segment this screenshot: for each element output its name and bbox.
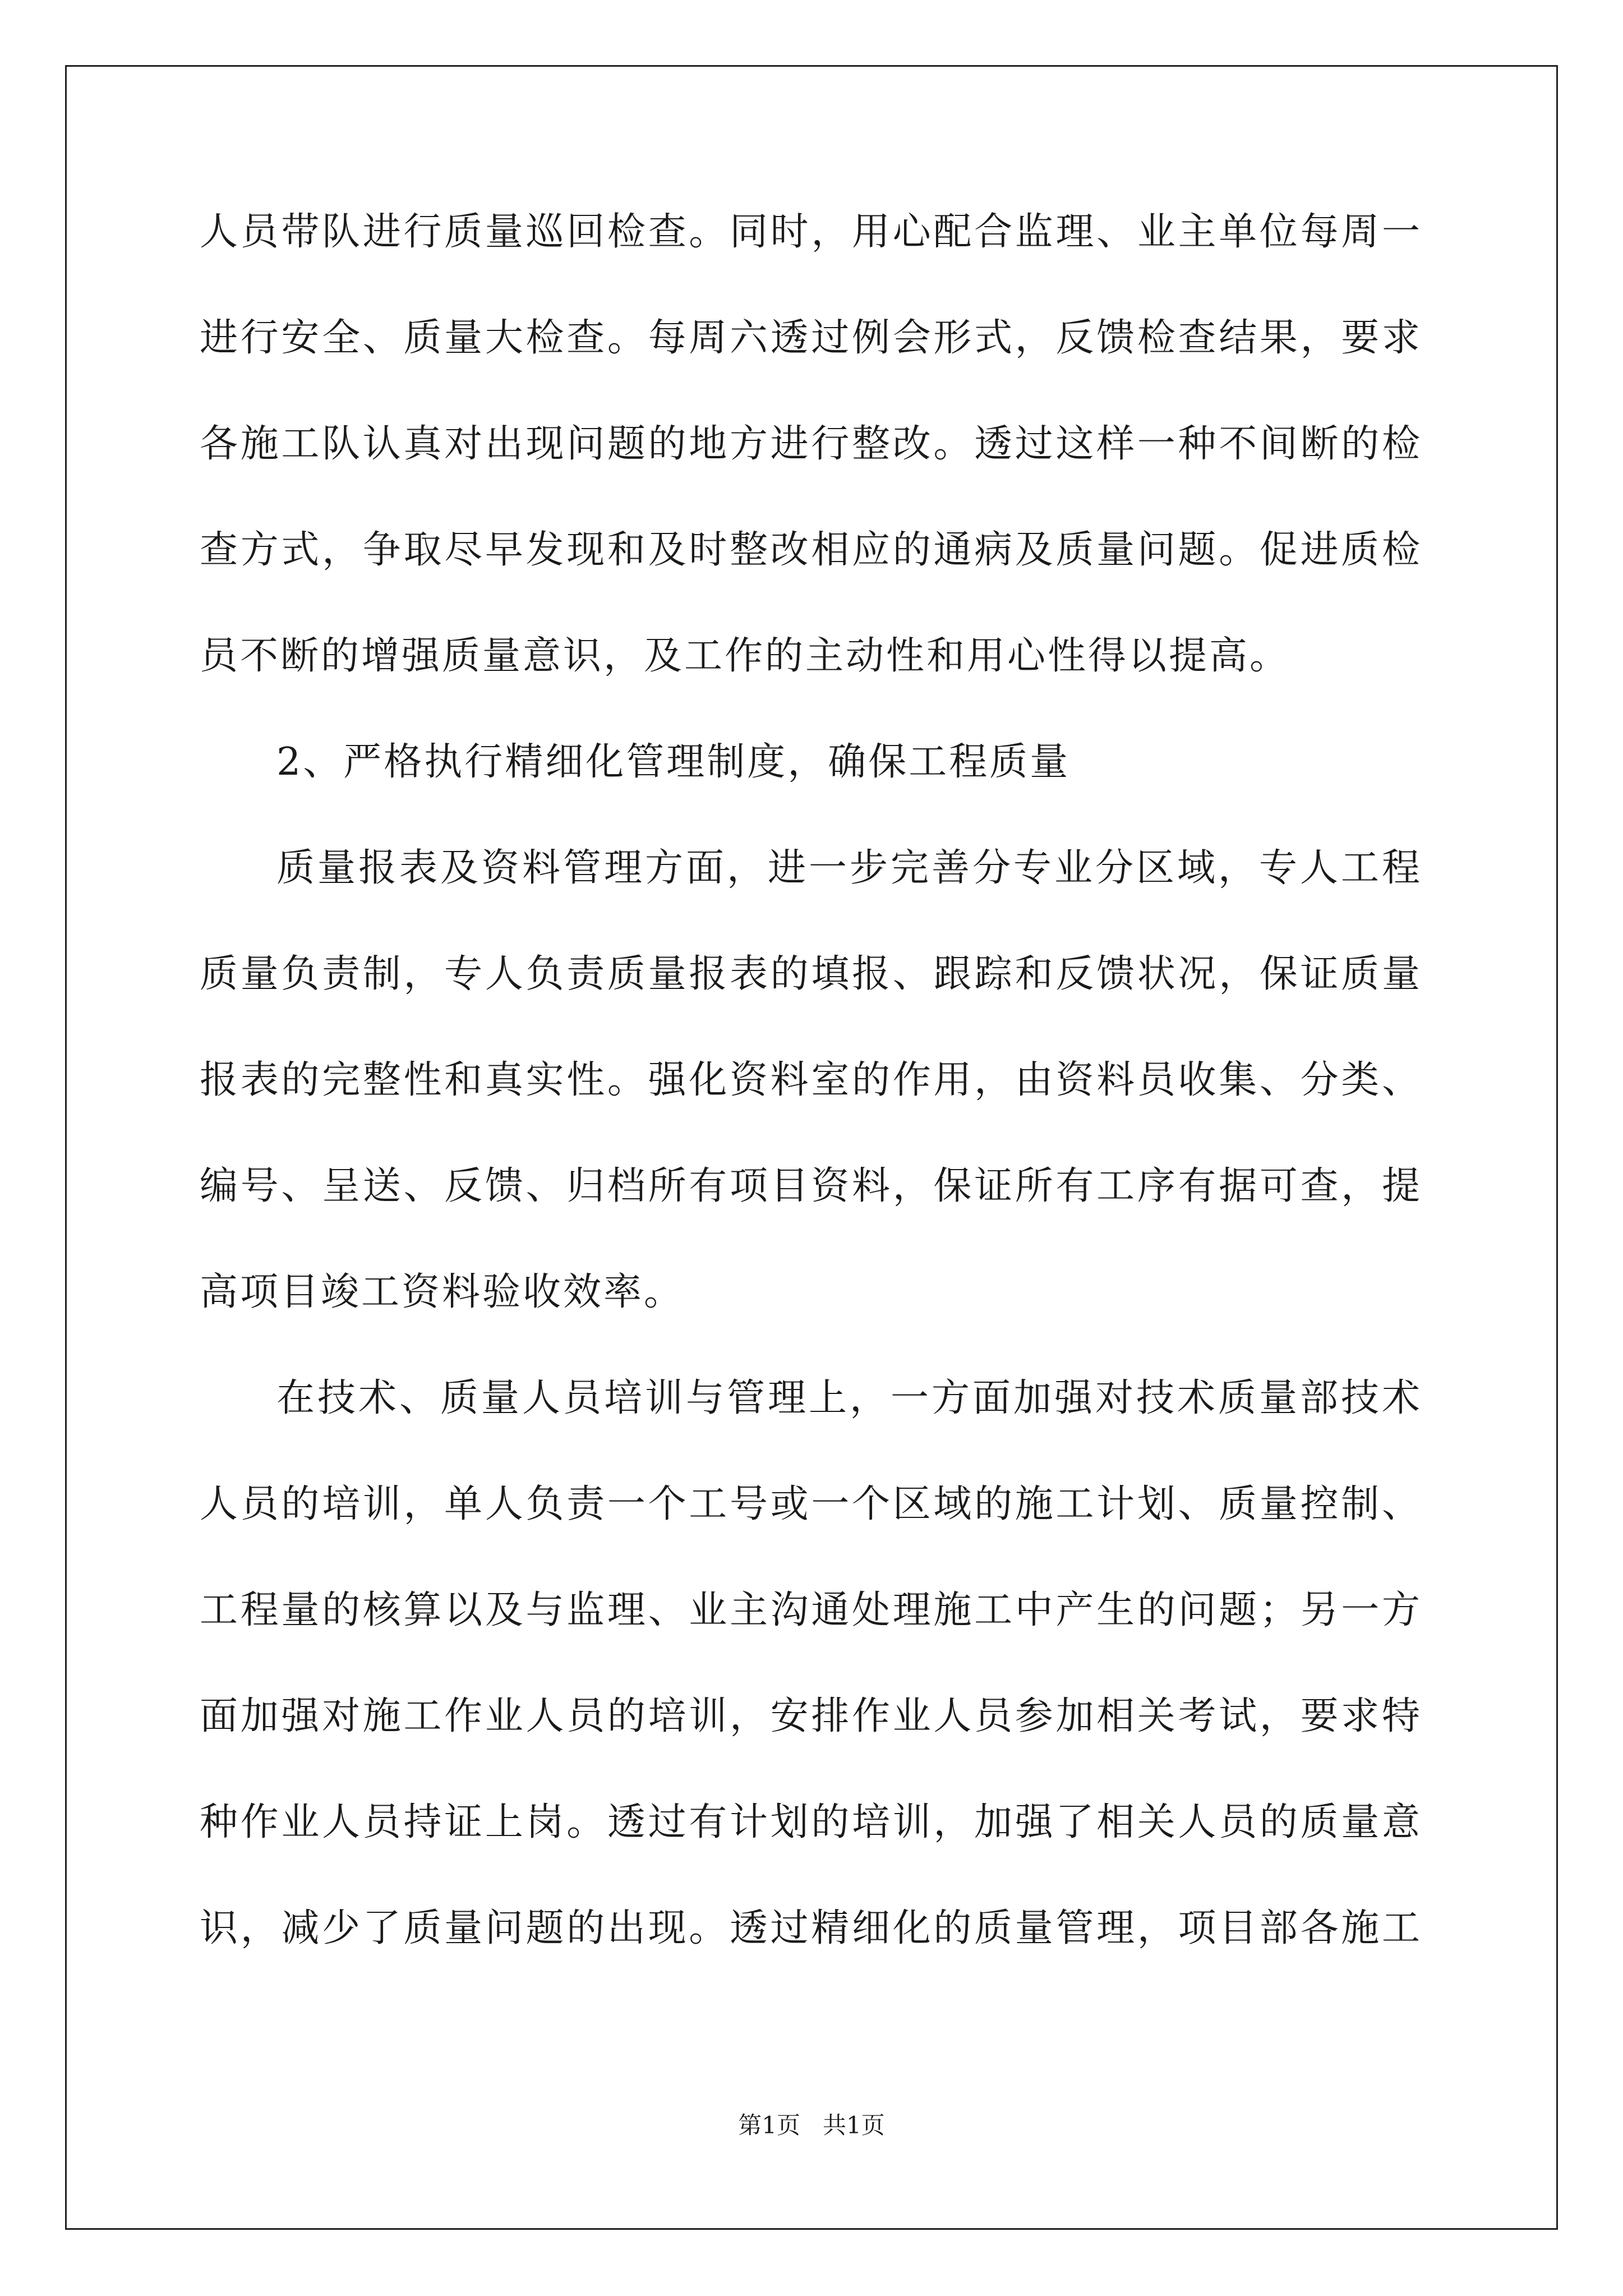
text-line: 种作业人员持证上岗。透过有计划的培训，加强了相关人员的质量意 bbox=[200, 1800, 1422, 1844]
text-line: 质量报表及资料管理方面，进一步完善分专业分区域，专人工程 bbox=[276, 846, 1422, 890]
text-line: 工程量的核算以及与监理、业主沟通处理施工中产生的问题；另一方 bbox=[200, 1588, 1422, 1632]
text-line: 人员带队进行质量巡回检查。同时，用心配合监理、业主单位每周一 bbox=[200, 210, 1422, 254]
text-line: 人员的培训，单人负责一个工号或一个区域的施工计划、质量控制、 bbox=[200, 1482, 1422, 1526]
text-line: 查方式，争取尽早发现和及时整改相应的通病及质量问题。促进质检 bbox=[200, 528, 1422, 572]
text-line: 各施工队认真对出现问题的地方进行整改。透过这样一种不间断的检 bbox=[200, 422, 1422, 466]
text-line: 在技术、质量人员培训与管理上，一方面加强对技术质量部技术 bbox=[276, 1376, 1422, 1420]
text-line: 员不断的增强质量意识，及工作的主动性和用心性得以提高。 bbox=[200, 634, 1290, 678]
text-line: 面加强对施工作业人员的培训，安排作业人员参加相关考试，要求特 bbox=[200, 1694, 1422, 1738]
text-line: 质量负责制，专人负责质量报表的填报、跟踪和反馈状况，保证质量 bbox=[200, 952, 1422, 996]
text-line: 进行安全、质量大检查。每周六透过例会形式，反馈检查结果，要求 bbox=[200, 316, 1422, 360]
document-body bbox=[200, 210, 1422, 2016]
text-line: 报表的完整性和真实性。强化资料室的作用，由资料员收集、分类、 bbox=[200, 1058, 1422, 1102]
page-footer: 第1页 共1页 bbox=[738, 2111, 885, 2139]
text-line: 识，减少了质量问题的出现。透过精细化的质量管理，项目部各施工 bbox=[200, 1906, 1422, 1950]
text-line: 高项目竣工资料验收效率。 bbox=[200, 1270, 685, 1314]
text-line: 2、严格执行精细化管理制度，确保工程质量 bbox=[276, 740, 1071, 784]
text-line: 编号、呈送、反馈、归档所有项目资料，保证所有工序有据可查，提 bbox=[200, 1164, 1422, 1208]
